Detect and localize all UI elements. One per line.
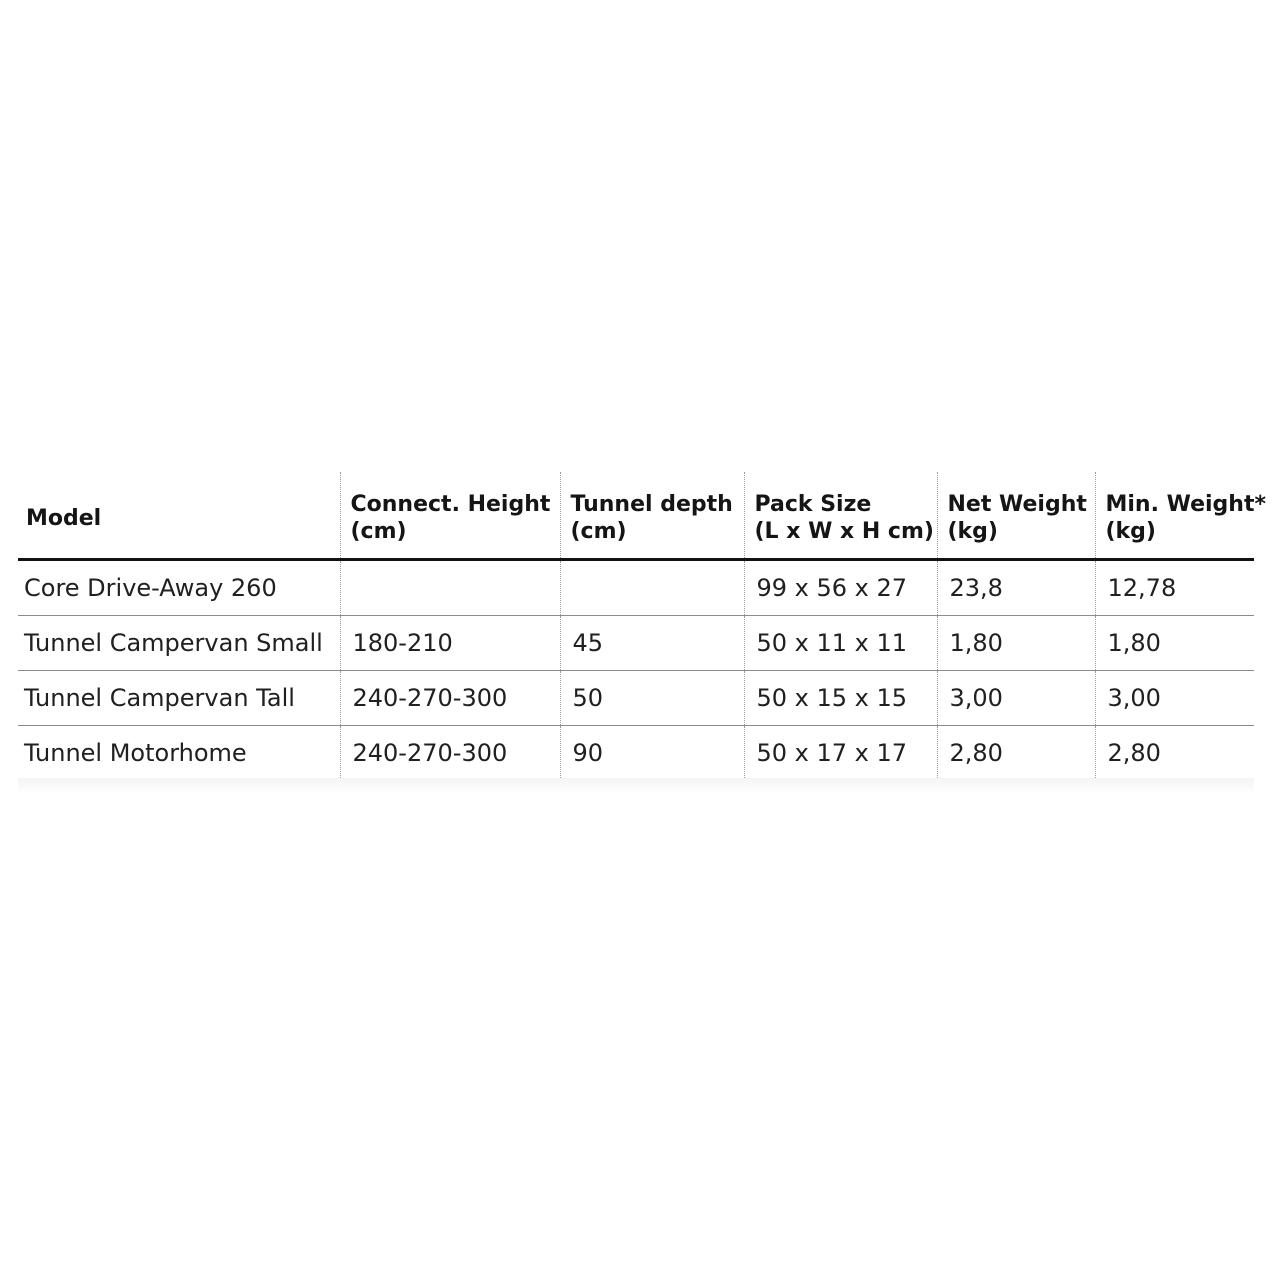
cell-connect-height [340, 560, 560, 616]
cell-model: Tunnel Motorhome [24, 739, 247, 767]
header-pack-size: Pack Size (L x W x H cm) [744, 472, 937, 560]
cell-net-weight: 1,80 [937, 616, 1095, 671]
spec-table [18, 472, 1266, 780]
cell-net-weight: 23,8 [937, 560, 1095, 616]
header-tunnel-depth: Tunnel depth (cm) [560, 472, 744, 560]
header-row [18, 472, 1254, 560]
cell-connect-height: 240-270-300 [340, 671, 560, 726]
table-row [18, 726, 1254, 781]
cell-model: Tunnel Campervan Small [18, 616, 340, 671]
cell-pack-size: 50 x 17 x 17 [744, 726, 937, 781]
cell-tunnel-depth: 50 [560, 671, 744, 726]
cell-tunnel-depth: 90 [560, 726, 744, 781]
header-model: Model [18, 472, 340, 560]
header-connect-height: Connect. Height (cm) [340, 472, 560, 560]
table-bottom-shade [18, 778, 1254, 794]
cell-net-weight: 3,00 [937, 671, 1095, 726]
cell-pack-size: 50 x 15 x 15 [744, 671, 937, 726]
cell-min-weight: 1,80 [1095, 616, 1254, 671]
header-min-weight: Min. Weight* (kg) [1095, 472, 1254, 560]
cell-pack-size: 99 x 56 x 27 [744, 560, 937, 616]
header-net-weight: Net Weight (kg) [937, 472, 1095, 560]
cell-connect-height: 180-210 [340, 616, 560, 671]
cell-min-weight: 3,00 [1095, 671, 1254, 726]
cell-tunnel-depth [560, 560, 744, 616]
table-row [18, 671, 1254, 726]
cell-model: Core Drive-Away 260 [18, 560, 340, 616]
cell-model: Tunnel Campervan Tall [18, 671, 340, 726]
cell-pack-size: 50 x 11 x 11 [744, 616, 937, 671]
cell-connect-height: 240-270-300 [340, 726, 560, 781]
table-row [18, 560, 1254, 616]
table-row [18, 616, 1254, 671]
cell-min-weight: 12,78 [1095, 560, 1254, 616]
cell-min-weight: 2,80 [1095, 726, 1254, 781]
cell-tunnel-depth: 45 [560, 616, 744, 671]
cell-net-weight: 2,80 [937, 726, 1095, 781]
